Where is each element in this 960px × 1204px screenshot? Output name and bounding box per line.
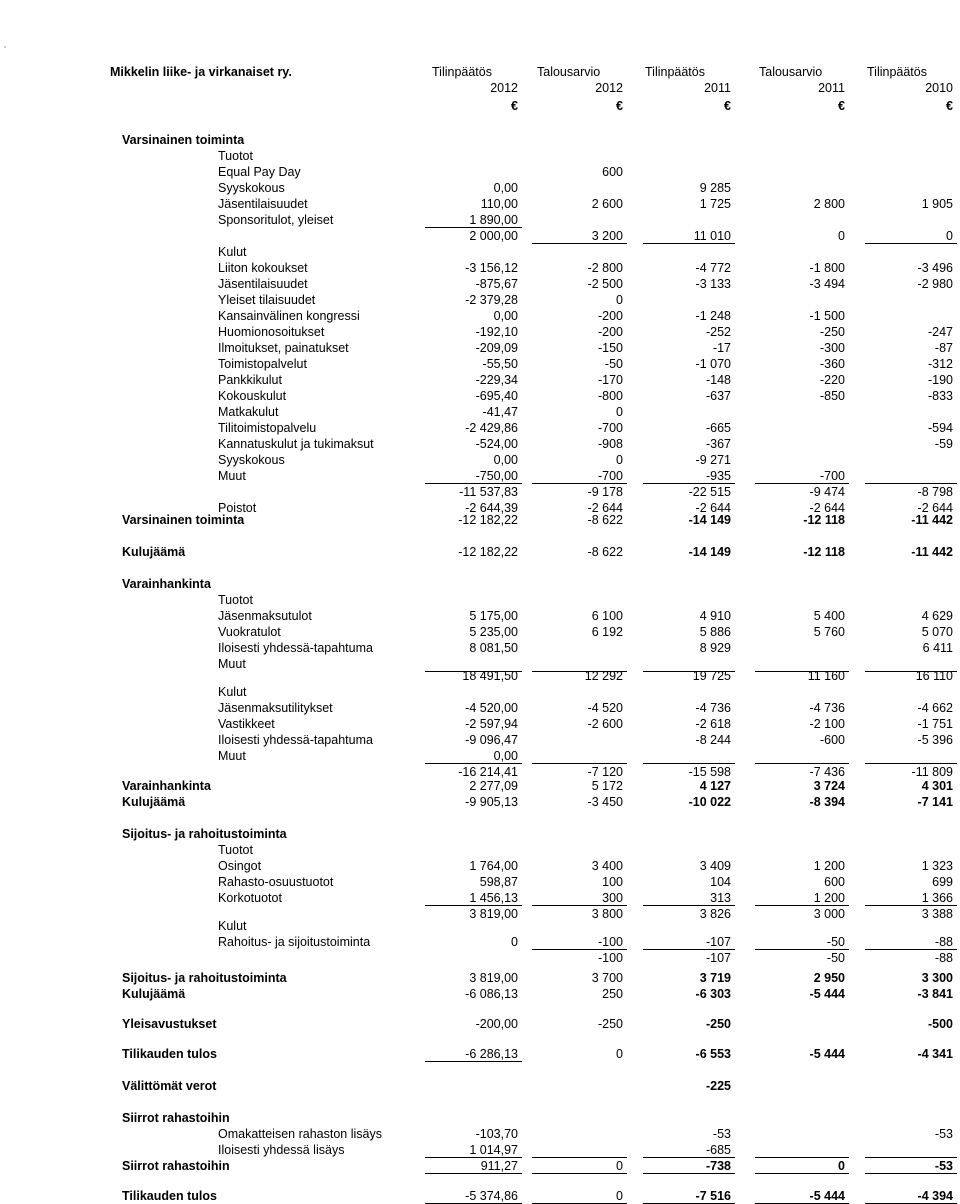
cell-value: -5 444	[809, 1047, 845, 1061]
cell-value: 3 819,00	[469, 907, 518, 921]
cell-value: 4 127	[699, 779, 731, 793]
row-label: Syyskokous	[218, 181, 285, 195]
cell-value: -11 537,83	[459, 485, 518, 499]
cell-value: 0	[838, 1159, 845, 1173]
cell-value: -7 141	[917, 795, 953, 809]
row-label: Omakatteisen rahaston lisäys	[218, 1127, 382, 1141]
cell-value: 0	[616, 405, 623, 419]
cell-value: -4 736	[695, 701, 731, 715]
row-label: Vuokratulot	[218, 625, 281, 639]
column-header-year: 2012	[595, 81, 623, 95]
cell-value: -800	[597, 389, 623, 403]
cell-value: -3 156,12	[465, 261, 518, 275]
cell-value: -4 341	[917, 1047, 953, 1061]
cell-value: 3 819,00	[469, 971, 518, 985]
row-label: Siirrot rahastoihin	[122, 1159, 230, 1173]
cell-value: 5 175,00	[469, 609, 518, 623]
cell-value: 250	[602, 987, 623, 1001]
cell-value: -5 396	[917, 733, 953, 747]
cell-value: -1 248	[695, 309, 731, 323]
cell-value: -6 303	[695, 987, 731, 1001]
cell-value: -2 644,39	[465, 501, 518, 515]
row-label: Poistot	[218, 501, 257, 515]
cell-value: -5 374,86	[465, 1189, 518, 1203]
cell-value: 699	[932, 875, 953, 889]
cell-value: -695,40	[475, 389, 518, 403]
cell-value: 5 400	[813, 609, 845, 623]
row-label: Korkotuotot	[218, 891, 282, 905]
cell-value: -9 905,13	[465, 795, 518, 809]
cell-value: 0	[616, 1189, 623, 1203]
cell-value: -600	[819, 733, 845, 747]
cell-value: 2 800	[813, 197, 845, 211]
cell-value: -247	[927, 325, 953, 339]
column-header-year: 2011	[818, 81, 845, 95]
cell-value: -50	[604, 357, 623, 371]
row-label: Jäsentilaisuudet	[218, 197, 308, 211]
cell-value: 0	[838, 229, 845, 243]
cell-value: 0	[511, 935, 518, 949]
cell-value: -41,47	[482, 405, 518, 419]
row-label: Sijoitus- ja rahoitustoiminta	[122, 827, 287, 841]
row-label: Yleiset tilaisuudet	[218, 293, 316, 307]
cell-value: -2 644	[587, 501, 623, 515]
cell-value: 5 760	[813, 625, 845, 639]
scan-speck	[4, 46, 6, 48]
row-label: Siirrot rahastoihin	[122, 1111, 230, 1125]
cell-value: -594	[927, 421, 953, 435]
cell-value: 4 910	[699, 609, 731, 623]
cell-value: 12 292	[584, 669, 623, 683]
cell-value: -7 516	[695, 1189, 731, 1203]
cell-value: 3 400	[591, 859, 623, 873]
cell-value: 6 192	[591, 625, 623, 639]
cell-value: -7 436	[809, 765, 845, 779]
cell-value: 3 388	[921, 907, 953, 921]
cell-value: 16 110	[915, 669, 953, 683]
row-label: Iloisesti yhdessä-tapahtuma	[218, 733, 373, 747]
cell-value: -685	[705, 1143, 731, 1157]
cell-value: -59	[934, 437, 953, 451]
cell-value: -107	[705, 935, 731, 949]
sum-underline	[643, 243, 735, 244]
row-label: Muut	[218, 469, 246, 483]
row-label: Tilikauden tulos	[122, 1047, 217, 1061]
cell-value: 1 366	[921, 891, 953, 905]
cell-value: -4 772	[695, 261, 731, 275]
cell-value: 11 010	[693, 229, 731, 243]
column-header-unit: €	[838, 99, 845, 113]
row-label: Osingot	[218, 859, 262, 873]
cell-value: -2 644	[809, 501, 845, 515]
cell-value: 6 100	[591, 609, 623, 623]
row-label: Tuotot	[218, 593, 253, 607]
row-label: Kulujäämä	[122, 987, 186, 1001]
row-label: Jäsenmaksutulot	[218, 609, 312, 623]
cell-value: -2 100	[809, 717, 845, 731]
cell-value: -3 494	[809, 277, 845, 291]
row-label: Sijoitus- ja rahoitustoiminta	[122, 971, 287, 985]
row-label: Vastikkeet	[218, 717, 275, 731]
cell-value: -12 118	[803, 513, 845, 527]
column-header-unit: €	[946, 99, 953, 113]
cell-value: 19 725	[692, 669, 731, 683]
cell-value: -192,10	[475, 325, 518, 339]
cell-value: -6 553	[695, 1047, 731, 1061]
cell-value: -8 394	[809, 795, 845, 809]
cell-value: -2 644	[695, 501, 731, 515]
row-label: Kannatuskulut ja tukimaksut	[218, 437, 374, 451]
column-header-label: Tilinpäätös	[867, 65, 927, 79]
cell-value: 2 600	[591, 197, 623, 211]
column-header-unit: €	[616, 99, 623, 113]
row-label: Toimistopalvelut	[218, 357, 307, 371]
sum-underline	[865, 1173, 957, 1174]
cell-value: 4 301	[921, 779, 953, 793]
cell-value: -524,00	[475, 437, 518, 451]
cell-value: 313	[710, 891, 731, 905]
column-header-unit: €	[724, 99, 731, 113]
cell-value: -88	[934, 951, 953, 965]
sum-underline	[865, 243, 957, 244]
cell-value: -225	[705, 1079, 731, 1093]
cell-value: -88	[934, 935, 953, 949]
row-label: Syyskokous	[218, 453, 285, 467]
cell-value: -4 662	[917, 701, 953, 715]
row-label: Kansainvälinen kongressi	[218, 309, 360, 323]
row-label: Iloisesti yhdessä-tapahtuma	[218, 641, 373, 655]
cell-value: 8 081,50	[469, 641, 518, 655]
cell-value: -16 214,41	[458, 765, 518, 779]
cell-value: 0,00	[493, 453, 518, 467]
sum-underline	[532, 243, 627, 244]
cell-value: -11 809	[911, 765, 953, 779]
cell-value: -87	[934, 341, 953, 355]
cell-value: -4 520,00	[465, 701, 518, 715]
cell-value: 6 411	[922, 641, 953, 655]
cell-value: 1 764,00	[469, 859, 518, 873]
column-header-label: Talousarvio	[759, 65, 823, 79]
row-label: Varsinainen toiminta	[122, 133, 245, 147]
cell-value: 1 200	[813, 859, 845, 873]
cell-value: 8 929	[699, 641, 731, 655]
cell-value: -22 515	[688, 485, 731, 499]
cell-value: 3 800	[591, 907, 623, 921]
cell-value: 5 235,00	[469, 625, 518, 639]
cell-value: 1 014,97	[469, 1143, 518, 1157]
cell-value: 11 160	[807, 669, 845, 683]
cell-value: -2 500	[587, 277, 623, 291]
cell-value: -148	[705, 373, 731, 387]
sum-underline	[755, 1173, 849, 1174]
cell-value: 5 172	[591, 779, 623, 793]
cell-value: -8 622	[587, 513, 623, 527]
cell-value: -220	[819, 373, 845, 387]
cell-value: -8 622	[587, 545, 623, 559]
cell-value: 1 200	[813, 891, 845, 905]
row-label: Kulut	[218, 919, 247, 933]
cell-value: 3 719	[699, 971, 731, 985]
cell-value: -17	[712, 341, 731, 355]
cell-value: 1 905	[921, 197, 953, 211]
cell-value: -700	[597, 469, 623, 483]
sum-underline	[532, 1173, 627, 1174]
cell-value: -637	[705, 389, 731, 403]
cell-value: -170	[597, 373, 623, 387]
cell-value: 0,00	[493, 181, 518, 195]
cell-value: -12 182,22	[458, 513, 518, 527]
cell-value: -11 442	[911, 545, 953, 559]
row-label: Muut	[218, 657, 246, 671]
sum-underline	[425, 1061, 522, 1062]
cell-value: -9 474	[809, 485, 845, 499]
cell-value: -2 618	[695, 717, 731, 731]
row-label: Pankkikulut	[218, 373, 282, 387]
cell-value: -360	[819, 357, 845, 371]
cell-value: 0,00	[493, 749, 518, 763]
cell-value: -50	[826, 935, 845, 949]
cell-value: -14 149	[688, 513, 731, 527]
column-header-label: Talousarvio	[537, 65, 601, 79]
cell-value: 3 700	[591, 971, 623, 985]
cell-value: -750,00	[475, 469, 518, 483]
cell-value: -908	[597, 437, 623, 451]
cell-value: 600	[602, 165, 623, 179]
cell-value: -1 500	[809, 309, 845, 323]
cell-value: -3 133	[695, 277, 731, 291]
cell-value: -367	[705, 437, 731, 451]
column-header-unit: €	[511, 99, 518, 113]
cell-value: -2 980	[917, 277, 953, 291]
row-label: Varainhankinta	[122, 577, 211, 591]
cell-value: -1 070	[695, 357, 731, 371]
cell-value: 100	[602, 875, 623, 889]
cell-value: 3 300	[921, 971, 953, 985]
cell-value: -53	[712, 1127, 731, 1141]
cell-value: -700	[819, 469, 845, 483]
cell-value: -3 496	[917, 261, 953, 275]
cell-value: -6 086,13	[465, 987, 518, 1001]
cell-value: -190	[927, 373, 953, 387]
cell-value: 600	[824, 875, 845, 889]
row-label: Matkakulut	[218, 405, 279, 419]
cell-value: 5 070	[921, 625, 953, 639]
column-header-year: 2010	[925, 81, 953, 95]
row-label: Tilikauden tulos	[122, 1189, 217, 1203]
row-label: Jäsenmaksutilitykset	[218, 701, 333, 715]
cell-value: -2 644	[917, 501, 953, 515]
cell-value: 3 200	[591, 229, 623, 243]
cell-value: 3 000	[813, 907, 845, 921]
cell-value: -850	[819, 389, 845, 403]
cell-value: 18 491,50	[462, 669, 518, 683]
cell-value: 0	[616, 293, 623, 307]
cell-value: -700	[597, 421, 623, 435]
cell-value: 0	[946, 229, 953, 243]
row-label: Kulujäämä	[122, 545, 186, 559]
cell-value: 598,87	[479, 875, 518, 889]
cell-value: -9 271	[695, 453, 731, 467]
column-header-label: Tilinpäätös	[645, 65, 705, 79]
row-label: Kokouskulut	[218, 389, 287, 403]
cell-value: -300	[819, 341, 845, 355]
cell-value: -229,34	[475, 373, 518, 387]
cell-value: -12 118	[803, 545, 845, 559]
cell-value: 0	[616, 1159, 623, 1173]
cell-value: -8 798	[917, 485, 953, 499]
cell-value: -50	[826, 951, 845, 965]
cell-value: -4 736	[809, 701, 845, 715]
org-title: Mikkelin liike- ja virkanaiset ry.	[110, 65, 292, 79]
row-label: Tilitoimistopalvelu	[218, 421, 317, 435]
cell-value: -55,50	[482, 357, 518, 371]
cell-value: -100	[597, 935, 623, 949]
sum-underline	[643, 1173, 735, 1174]
cell-value: -875,67	[475, 277, 518, 291]
cell-value: 2 000,00	[469, 229, 518, 243]
row-label: Huomionosoitukset	[218, 325, 325, 339]
cell-value: -11 442	[911, 513, 953, 527]
cell-value: -8 244	[695, 733, 731, 747]
cell-value: -665	[705, 421, 731, 435]
column-header-label: Tilinpäätös	[432, 65, 492, 79]
cell-value: -935	[705, 469, 731, 483]
cell-value: 0	[616, 1047, 623, 1061]
sum-underline	[532, 1157, 627, 1158]
cell-value: -2 429,86	[465, 421, 518, 435]
row-label: Kulujäämä	[122, 795, 186, 809]
cell-value: -15 598	[688, 765, 731, 779]
cell-value: 1 456,13	[469, 891, 518, 905]
row-label: Kulut	[218, 685, 247, 699]
row-label: Varainhankinta	[122, 779, 211, 793]
cell-value: -252	[705, 325, 731, 339]
cell-value: -312	[927, 357, 953, 371]
cell-value: -200	[597, 325, 623, 339]
sum-underline	[755, 1157, 849, 1158]
cell-value: -250	[597, 1017, 623, 1031]
column-header-year: 2012	[490, 81, 518, 95]
row-label: Sponsoritulot, yleiset	[218, 213, 334, 227]
row-label: Jäsentilaisuudet	[218, 277, 308, 291]
cell-value: -3 450	[587, 795, 623, 809]
cell-value: -2 597,94	[465, 717, 518, 731]
row-label: Tuotot	[218, 149, 253, 163]
cell-value: -2 379,28	[465, 293, 518, 307]
cell-value: -150	[597, 341, 623, 355]
row-label: Muut	[218, 749, 246, 763]
cell-value: 1 890,00	[469, 213, 518, 227]
cell-value: -200	[597, 309, 623, 323]
cell-value: 9 285	[699, 181, 731, 195]
cell-value: -6 286,13	[465, 1047, 518, 1061]
row-label: Ilmoitukset, painatukset	[218, 341, 349, 355]
cell-value: 2 950	[813, 971, 845, 985]
cell-value: -1 800	[809, 261, 845, 275]
cell-value: -738	[705, 1159, 731, 1173]
cell-value: 3 826	[699, 907, 731, 921]
cell-value: -107	[705, 951, 731, 965]
cell-value: -4 394	[917, 1189, 953, 1203]
cell-value: -2 800	[587, 261, 623, 275]
row-label: Iloisesti yhdessä lisäys	[218, 1143, 345, 1157]
row-label: Varsinainen toiminta	[122, 513, 245, 527]
sum-underline	[425, 1173, 522, 1174]
cell-value: 5 886	[699, 625, 731, 639]
cell-value: -4 520	[587, 701, 623, 715]
column-header-year: 2011	[704, 81, 731, 95]
row-label: Equal Pay Day	[218, 165, 301, 179]
cell-value: 104	[710, 875, 731, 889]
row-label: Liiton kokoukset	[218, 261, 308, 275]
cell-value: 3 409	[699, 859, 731, 873]
cell-value: -833	[927, 389, 953, 403]
cell-value: -53	[934, 1127, 953, 1141]
cell-value: -9 178	[587, 485, 623, 499]
cell-value: 2 277,09	[469, 779, 518, 793]
row-label: Välittömät verot	[122, 1079, 217, 1093]
cell-value: 1 725	[699, 197, 731, 211]
cell-value: -200,00	[475, 1017, 518, 1031]
cell-value: 300	[602, 891, 623, 905]
row-label: Rahoitus- ja sijoitustoiminta	[218, 935, 371, 949]
cell-value: 3 724	[813, 779, 845, 793]
cell-value: -103,70	[475, 1127, 518, 1141]
cell-value: -250	[705, 1017, 731, 1031]
cell-value: -100	[597, 951, 623, 965]
row-label: Tuotot	[218, 843, 253, 857]
cell-value: -500	[927, 1017, 953, 1031]
cell-value: 4 629	[921, 609, 953, 623]
row-label: Kulut	[218, 245, 247, 259]
cell-value: -3 841	[917, 987, 953, 1001]
cell-value: -1 751	[917, 717, 953, 731]
cell-value: 0	[616, 453, 623, 467]
cell-value: 1 323	[921, 859, 953, 873]
cell-value: -10 022	[688, 795, 731, 809]
cell-value: 911,27	[480, 1159, 518, 1173]
row-label: Yleisavustukset	[122, 1017, 217, 1031]
cell-value: 0,00	[493, 309, 518, 323]
cell-value: -7 120	[587, 765, 623, 779]
cell-value: -14 149	[688, 545, 731, 559]
cell-value: -53	[934, 1159, 953, 1173]
cell-value: -5 444	[809, 987, 845, 1001]
cell-value: -9 096,47	[465, 733, 518, 747]
cell-value: -5 444	[809, 1189, 845, 1203]
cell-value: -12 182,22	[458, 545, 518, 559]
cell-value: -2 600	[587, 717, 623, 731]
cell-value: -209,09	[475, 341, 518, 355]
cell-value: 110,00	[480, 197, 518, 211]
cell-value: -250	[819, 325, 845, 339]
row-label: Rahasto-osuustuotot	[218, 875, 334, 889]
